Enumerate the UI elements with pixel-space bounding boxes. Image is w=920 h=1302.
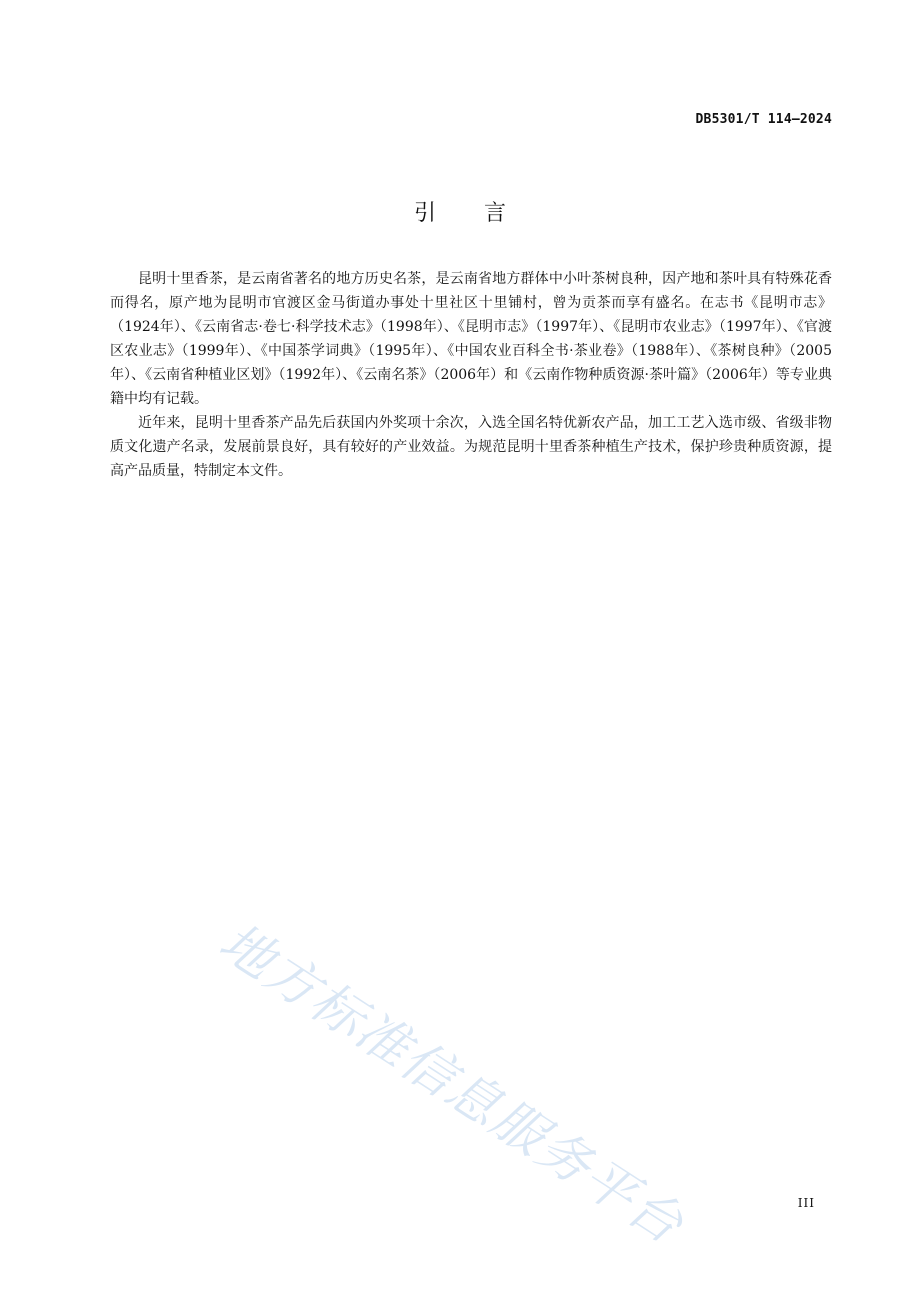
document-code: DB5301/T 114—2024 [695, 112, 832, 127]
paragraph-intro: 昆明十里香茶，是云南省著名的地方历史名茶，是云南省地方群体中小叶茶树良种，因产地和茶叶具有特殊花香而得名，原产地为昆明市官渡区金马街道办事处十里社区十里铺村，曾为贡茶而享有盛名。在志书《昆明市志》（1924年）、《云南省志·卷七·科学技术志》（1998年）、《昆明市志》（1997年）、《昆明市农业志》（1997年）、《官渡区农业志》（1999年）、《中国茶学词典》（1995年）、《中国农业百科全书·茶业卷》（1988年）、《茶树良种》（2005年）、《云南省种植业区划》（1992年）、《云南名茶》（2006年）和《云南作物种质资源·茶叶篇》（2006年）等专业典籍中均有记载。 [110, 271, 832, 407]
document-body [110, 267, 832, 483]
watermark: 地方标准信息服务平台 [208, 911, 695, 1257]
paragraph-purpose: 近年来，昆明十里香茶产品先后获国内外奖项十余次，入选全国名特优新农产品，加工工艺入选市级、省级非物质文化遗产名录，发展前景良好，具有较好的产业效益。为规范昆明十里香茶种植生产技术，保护珍贵种质资源，提高产品质量，特制定本文件。 [110, 415, 832, 479]
page-title: 引言 [413, 201, 554, 226]
page-number: III [797, 1196, 815, 1210]
